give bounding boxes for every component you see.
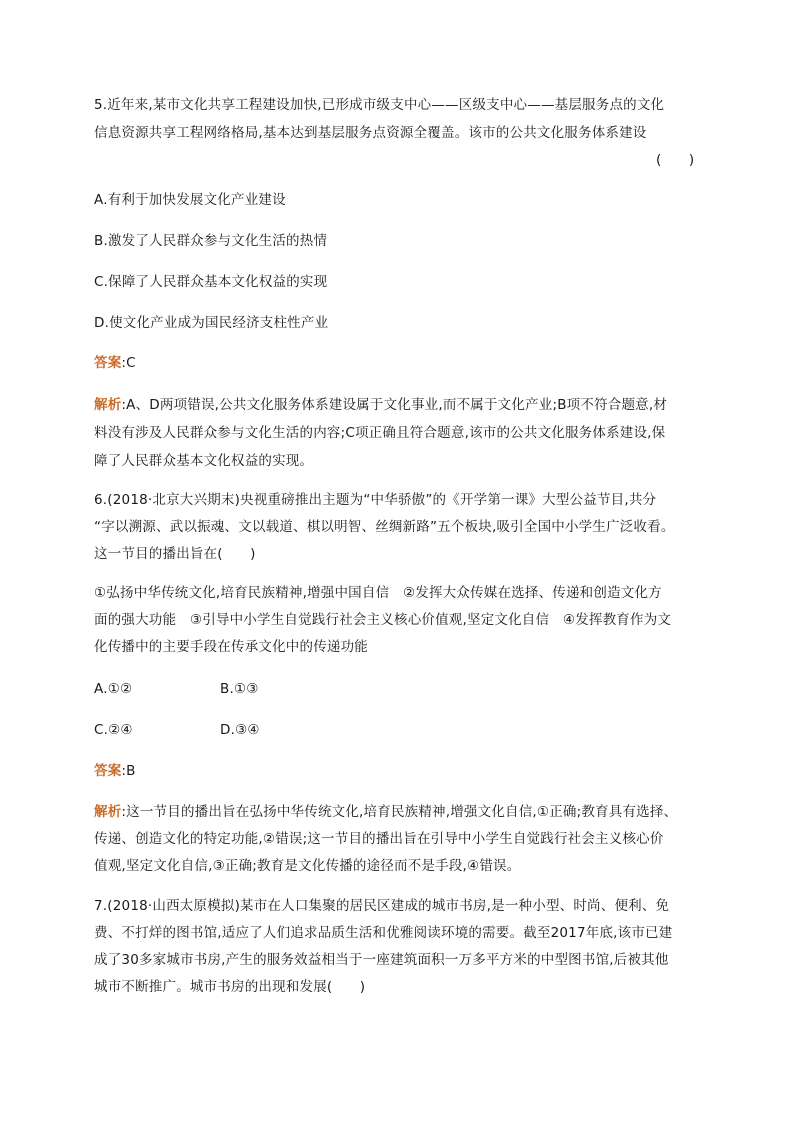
q5-analysis-line-2: 料没有涉及人民群众参与文化生活的内容;C项正确且符合题意,该市的公共文化服务体系建设,保 xyxy=(94,425,666,441)
q6-items-line-2: 面的强大功能 ③引导中小学生自觉践行社会主义核心价值观,坚定文化自信 ④发挥教育作为文 xyxy=(94,612,672,628)
analysis-text: :这一节目的播出旨在弘扬中华传统文化,培育民族精神,增强文化自信,①正确;教育具有选择、 xyxy=(121,804,678,820)
q6-items-line-1: ①弘扬中华传统文化,培育民族精神,增强中国自信 ②发挥大众传媒在选择、传递和创造文化方 xyxy=(94,585,662,601)
q6-option-d: D.③④ xyxy=(220,722,260,738)
q7-stem-line-1: 7.(2018·山西太原模拟)某市在人口集聚的居民区建成的城市书房,是一种小型、时尚、便利、免 xyxy=(94,898,670,914)
q6-stem-line-1: 6.(2018·北京大兴期末)央视重磅推出主题为“中华骄傲”的《开学第一课》大型公益节目,共分 xyxy=(94,492,657,508)
q6-option-c: C.②④ xyxy=(94,722,133,738)
q6-analysis-line-3: 值观,坚定文化自信,③正确;教育是文化传播的途径而不是手段,④错误。 xyxy=(94,858,521,874)
analysis-label: 解析 xyxy=(94,397,122,413)
answer-value: :B xyxy=(121,763,136,779)
q5-option-c: C.保障了人民群众基本文化权益的实现 xyxy=(94,274,328,290)
q6-answer xyxy=(94,762,136,780)
q6-option-a: A.①② xyxy=(94,681,133,697)
q5-stem-line-1: 5.近年来,某市文化共享工程建设加快,已形成市级支中心——区级支中心——基层服务点的文化 xyxy=(94,97,665,113)
q6-analysis-line-1 xyxy=(94,803,677,821)
q6-stem-line-3: 这一节目的播出旨在( ) xyxy=(94,546,256,562)
q5-option-a: A.有利于加快发展文化产业建设 xyxy=(94,192,286,208)
q7-stem-line-4: 城市不断推广。城市书房的出现和发展( ) xyxy=(94,979,366,995)
q5-stem-line-2: 信息资源共享工程网络格局,基本达到基层服务点资源全覆盖。该市的公共文化服务体系建设 xyxy=(94,125,647,141)
answer-value: :C xyxy=(121,355,136,371)
analysis-label: 解析 xyxy=(94,804,122,820)
answer-label: 答案 xyxy=(94,763,122,779)
q7-stem-line-2: 费、不打烊的图书馆,适应了人们追求品质生活和优雅阅读环境的需要。截至2017年底,该市已建 xyxy=(94,925,673,941)
q5-option-d: D.使文化产业成为国民经济支柱性产业 xyxy=(94,315,329,331)
q6-option-b: B.①③ xyxy=(220,681,259,697)
q5-analysis-line-1 xyxy=(94,396,667,414)
q5-answer-paren: ( ) xyxy=(656,152,695,168)
answer-label: 答案 xyxy=(94,355,122,371)
q5-option-b: B.激发了人民群众参与文化生活的热情 xyxy=(94,233,328,249)
analysis-text: :A、D两项错误,公共文化服务体系建设属于文化事业,而不属于文化产业;B项不符合题意,材 xyxy=(121,397,668,413)
q7-stem-line-3: 成了30多家城市书房,产生的服务效益相当于一座建筑面积一万多平方米的中型图书馆,后被其他 xyxy=(94,952,669,968)
q6-analysis-line-2: 传递、创造文化的特定功能,②错误;这一节目的播出旨在引导中小学生自觉践行社会主义核心价 xyxy=(94,831,664,847)
q5-analysis-line-3: 障了人民群众基本文化权益的实现。 xyxy=(94,453,314,469)
q6-items-line-3: 化传播中的主要手段在传承文化中的传递功能 xyxy=(94,639,368,655)
q6-stem-line-2: “字以溯源、武以振魂、文以载道、棋以明智、丝绸新路”五个板块,吸引全国中小学生广泛收看。 xyxy=(94,519,675,535)
q5-answer xyxy=(94,354,136,372)
